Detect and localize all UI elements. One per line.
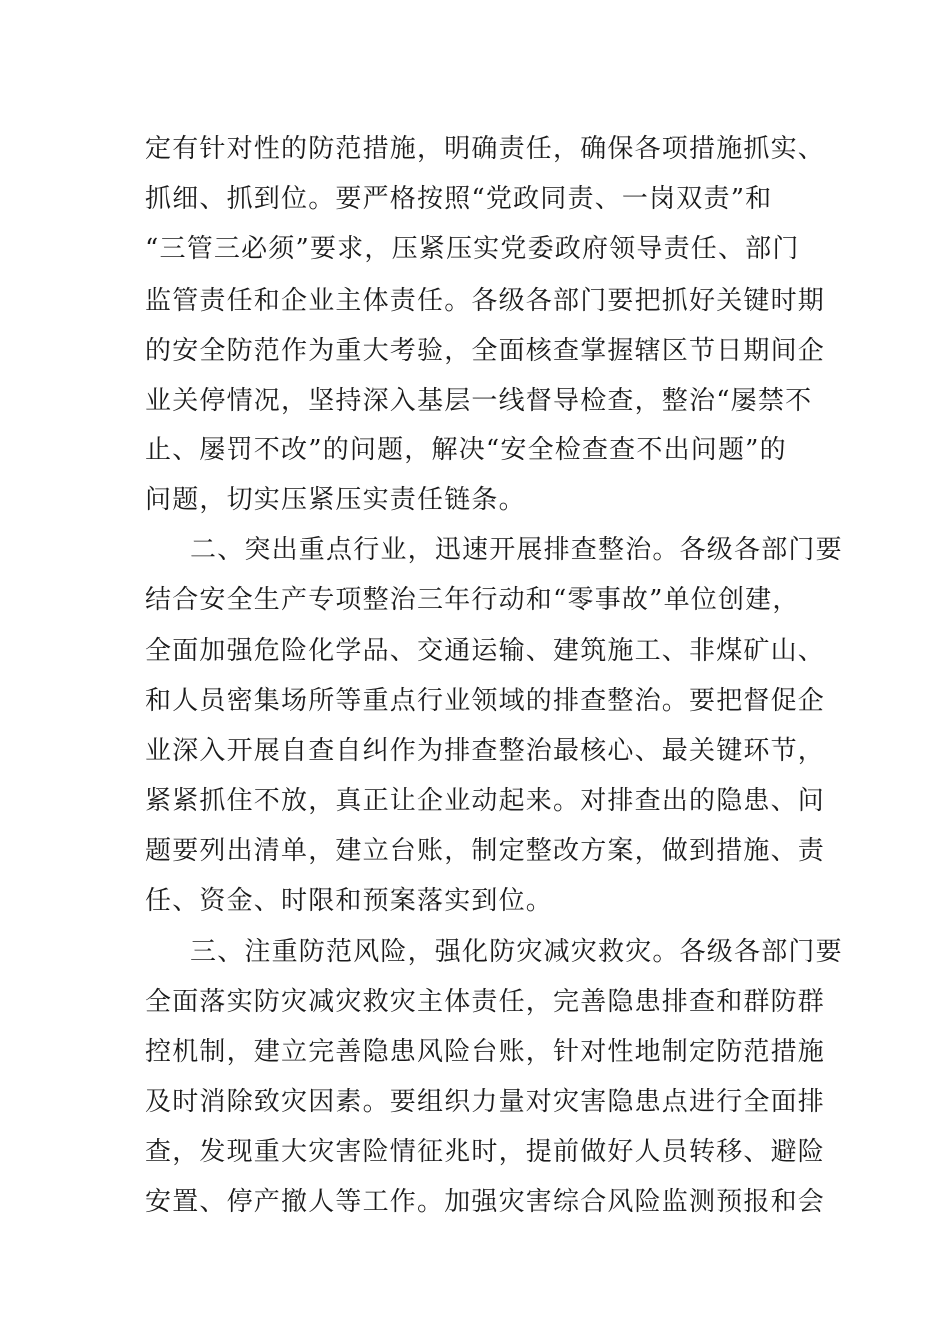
text-line: 业深入开展自查自纠作为排查整治最核心、最关键环节， [145, 736, 826, 766]
text-line: 控机制，建立完善隐患风险台账，针对性地制定防范措施 [145, 1037, 826, 1067]
text-line: 及时消除致灾因素。要组织力量对灾害隐患点进行全面排 [145, 1087, 826, 1117]
text-line: 抓细、抓到位。要严格按照“党政同责、一岗双责”和 [145, 184, 773, 214]
text-line: 全面加强危险化学品、交通运输、建筑施工、非煤矿山、 [145, 636, 826, 666]
text-line: 业关停情况，坚持深入基层一线督导检查，整治“屡禁不 [145, 386, 813, 416]
section-heading-line: 二、突出重点行业，迅速开展排查整治。各级各部门要 [190, 535, 843, 565]
text-line: 任、资金、时限和预案落实到位。 [145, 886, 554, 916]
text-line: 查，发现重大灾害险情征兆时，提前做好人员转移、避险 [145, 1137, 826, 1167]
text-line: 结合安全生产专项整治三年行动和“零事故”单位创建， [145, 585, 800, 615]
text-line: 和人员密集场所等重点行业领域的排查整治。要把督促企 [145, 686, 826, 716]
text-line: 监管责任和企业主体责任。各级各部门要把抓好关键时期 [145, 286, 826, 316]
text-line: 止、屡罚不改”的问题，解决“安全检查查不出问题”的 [145, 435, 787, 465]
text-line: “三管三必须”要求，压紧压实党委政府领导责任、部门 [145, 234, 800, 264]
text-line: 安置、停产撤人等工作。加强灾害综合风险监测预报和会 [145, 1187, 826, 1217]
text-line: 的安全防范作为重大考验，全面核查掌握辖区节日期间企 [145, 336, 826, 366]
text-line: 全面落实防灾减灾救灾主体责任，完善隐患排查和群防群 [145, 987, 826, 1017]
text-line: 问题，切实压紧压实责任链条。 [145, 485, 526, 515]
text-line: 紧紧抓住不放，真正让企业动起来。对排查出的隐患、问 [145, 786, 826, 816]
section-heading-line: 三、注重防范风险，强化防灾减灾救灾。各级各部门要 [190, 937, 843, 967]
text-line: 定有针对性的防范措施，明确责任，确保各项措施抓实、 [145, 134, 826, 164]
text-line: 题要列出清单，建立台账，制定整改方案，做到措施、责 [145, 836, 826, 866]
